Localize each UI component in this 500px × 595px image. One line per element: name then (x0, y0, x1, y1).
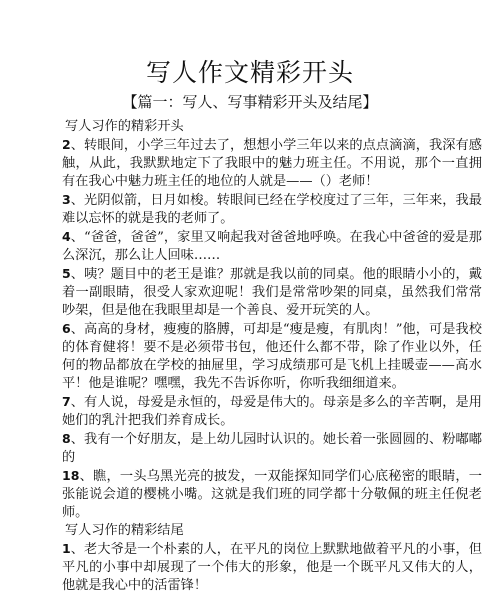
paragraph-text: 、“爸爸，爸爸”，家里又响起我对爸爸地呼唤。在我心中爸爸的爱是那么深沉，那么让人回味…… (62, 230, 482, 263)
document-body (62, 118, 482, 595)
paragraph-text: 、我有一个好朋友，是上幼儿园时认识的。她长着一张圆圆的、粉嘟嘟的 (62, 432, 482, 465)
paragraph-number: 8 (62, 431, 71, 446)
paragraph-number: 4 (62, 229, 71, 244)
paragraph (62, 265, 482, 320)
document-subtitle: 【篇一：写人、写事精彩开头及结尾】 (122, 93, 378, 111)
paragraph-text: 、光阴似箭，日月如梭。转眼间已经在学校度过了三年，三年来，我最难以忘怀的就是我的老师了。 (62, 193, 482, 226)
paragraph (62, 136, 482, 191)
paragraph-text: 、老大爷是一个朴素的人，在平凡的岗位上默默地做着平凡的小事，但平凡的小事中却展现了一个伟大的形象，他是一个既平凡又伟大的人，他就是我心中的活雷锋！ (62, 542, 482, 593)
section-heading: 写人习作的精彩开头 (65, 119, 184, 134)
paragraph-number: 6 (62, 321, 71, 336)
paragraph (62, 320, 482, 393)
paragraph-number: 18 (62, 468, 80, 483)
paragraph-text: 、有人说，母爱是永恒的，母爱是伟大的。母亲是多么的辛苦啊，是用她们的乳汁把我们养育成长。 (62, 395, 482, 428)
paragraph (62, 191, 482, 228)
section-heading: 写人习作的精彩结尾 (65, 523, 184, 538)
paragraph-number: 5 (62, 266, 71, 281)
paragraph-number: 7 (62, 394, 71, 409)
paragraph (62, 430, 482, 467)
paragraph (62, 467, 482, 522)
paragraph-text: 、瞧，一头乌黑光亮的披发，一双能探知同学们心底秘密的眼睛，一张能说会道的樱桃小嘴。这就是我们班的同学都十分敬佩的班主任倪老师。 (62, 469, 482, 520)
paragraph (62, 228, 482, 265)
paragraph-text: 、咦？题目中的老王是谁？那就是我以前的同桌。他的眼睛小小的，戴着一副眼睛，很受人家欢迎呢！我们是常常吵架的同桌，虽然我们常常吵架，但是他在我眼里却是一个善良、爱开玩笑的人。 (62, 267, 482, 318)
paragraph (62, 540, 482, 595)
paragraph-number: 2 (62, 137, 71, 152)
paragraph-text: 、高高的身材，瘦瘦的胳膊，可却是“瘦是瘦，有肌肉！”他，可是我校的体育健将！要不是必须带书包，他还什么都不带，除了作业以外，任何的物品都放在学校的抽屉里，学习成绩那可是飞机上挂暖壶——高水平！他是谁呢？嘿嘿，我先不告诉你听，你听我细细道来。 (62, 322, 482, 391)
document-title: 写人作文精彩开头 (145, 58, 354, 87)
paragraph-number: 1 (62, 541, 71, 556)
paragraph-text: 、转眼间，小学三年过去了，想想小学三年以来的点点滴滴，我深有感触，从此，我默默地定下了我眼中的魅力班主任。不用说，那个一直拥有在我心中魅力班主任的地位的人就是——（）老师！ (62, 138, 482, 189)
paragraph (62, 393, 482, 430)
paragraph-number: 3 (62, 192, 71, 207)
